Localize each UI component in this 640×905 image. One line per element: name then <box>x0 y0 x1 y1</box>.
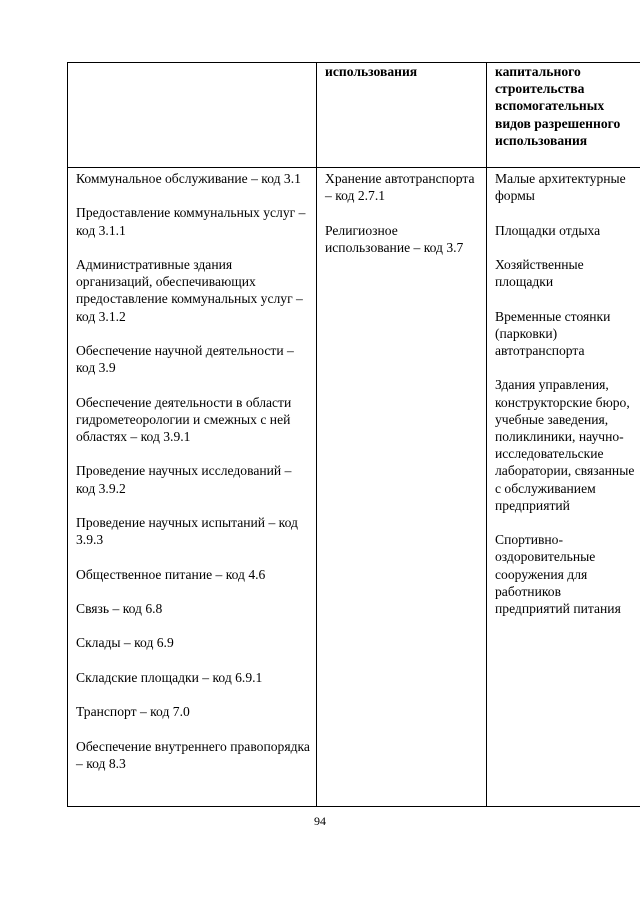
main-uses-cell <box>68 168 317 807</box>
auxiliary-uses-cell <box>487 168 640 807</box>
list-item: Административные здания организаций, обеспечивающих предоставление коммунальных услуг – код 3.1.2 <box>76 256 303 324</box>
header-cell-1 <box>68 63 317 168</box>
header-cell-3: капитального строительства вспомогательных видов разрешенного использования <box>487 63 640 168</box>
list-item: Временные стоянки (парковки) автотранспорта <box>495 308 611 358</box>
list-item: Спортивно-оздоровительные сооружения для работников предприятий питания <box>495 532 621 616</box>
list-item: Коммунальное обслуживание – код 3.1 <box>76 171 301 186</box>
list-item: Связь – код 6.8 <box>76 600 163 616</box>
list-item: Здания управления, конструкторские бюро, учебные заведения, поликлиники, научно-исследовательские лаборатории, связанные с обслуживанием предприятий <box>495 377 635 513</box>
list-item: Религиозное использование – код 3.7 <box>325 222 464 255</box>
list-item: Предоставление коммунальных услуг – код 3.1.1 <box>76 205 306 238</box>
page-number: 94 <box>314 814 326 828</box>
list-item: Площадки отдыха <box>495 222 601 238</box>
list-item: Проведение научных испытаний – код 3.9.3 <box>76 514 298 548</box>
zoning-table <box>67 62 640 807</box>
list-item: Транспорт – код 7.0 <box>76 704 190 720</box>
list-item: Обеспечение внутреннего правопорядка – код 8.3 <box>76 738 310 771</box>
header-cell-2: использования <box>317 63 487 168</box>
list-item: Проведение научных исследований – код 3.9.2 <box>76 463 292 496</box>
list-item: Малые архитектурные формы <box>495 171 626 204</box>
table-body-row <box>68 168 640 807</box>
list-item: Обеспечение деятельности в области гидрометеорологии и смежных с ней областях – код 3.9.1 <box>76 394 292 444</box>
list-item: Хранение автотранспорта – код 2.7.1 <box>325 171 475 204</box>
list-item: Обеспечение научной деятельности – код 3.9 <box>76 342 294 376</box>
conditional-uses-cell <box>317 168 487 807</box>
list-item: Общественное питание – код 4.6 <box>76 566 266 582</box>
list-item: Склады – код 6.9 <box>76 635 174 651</box>
table-header-row <box>68 63 640 168</box>
list-item: Складские площадки – код 6.9.1 <box>76 669 263 685</box>
list-item: Хозяйственные площадки <box>495 256 584 290</box>
